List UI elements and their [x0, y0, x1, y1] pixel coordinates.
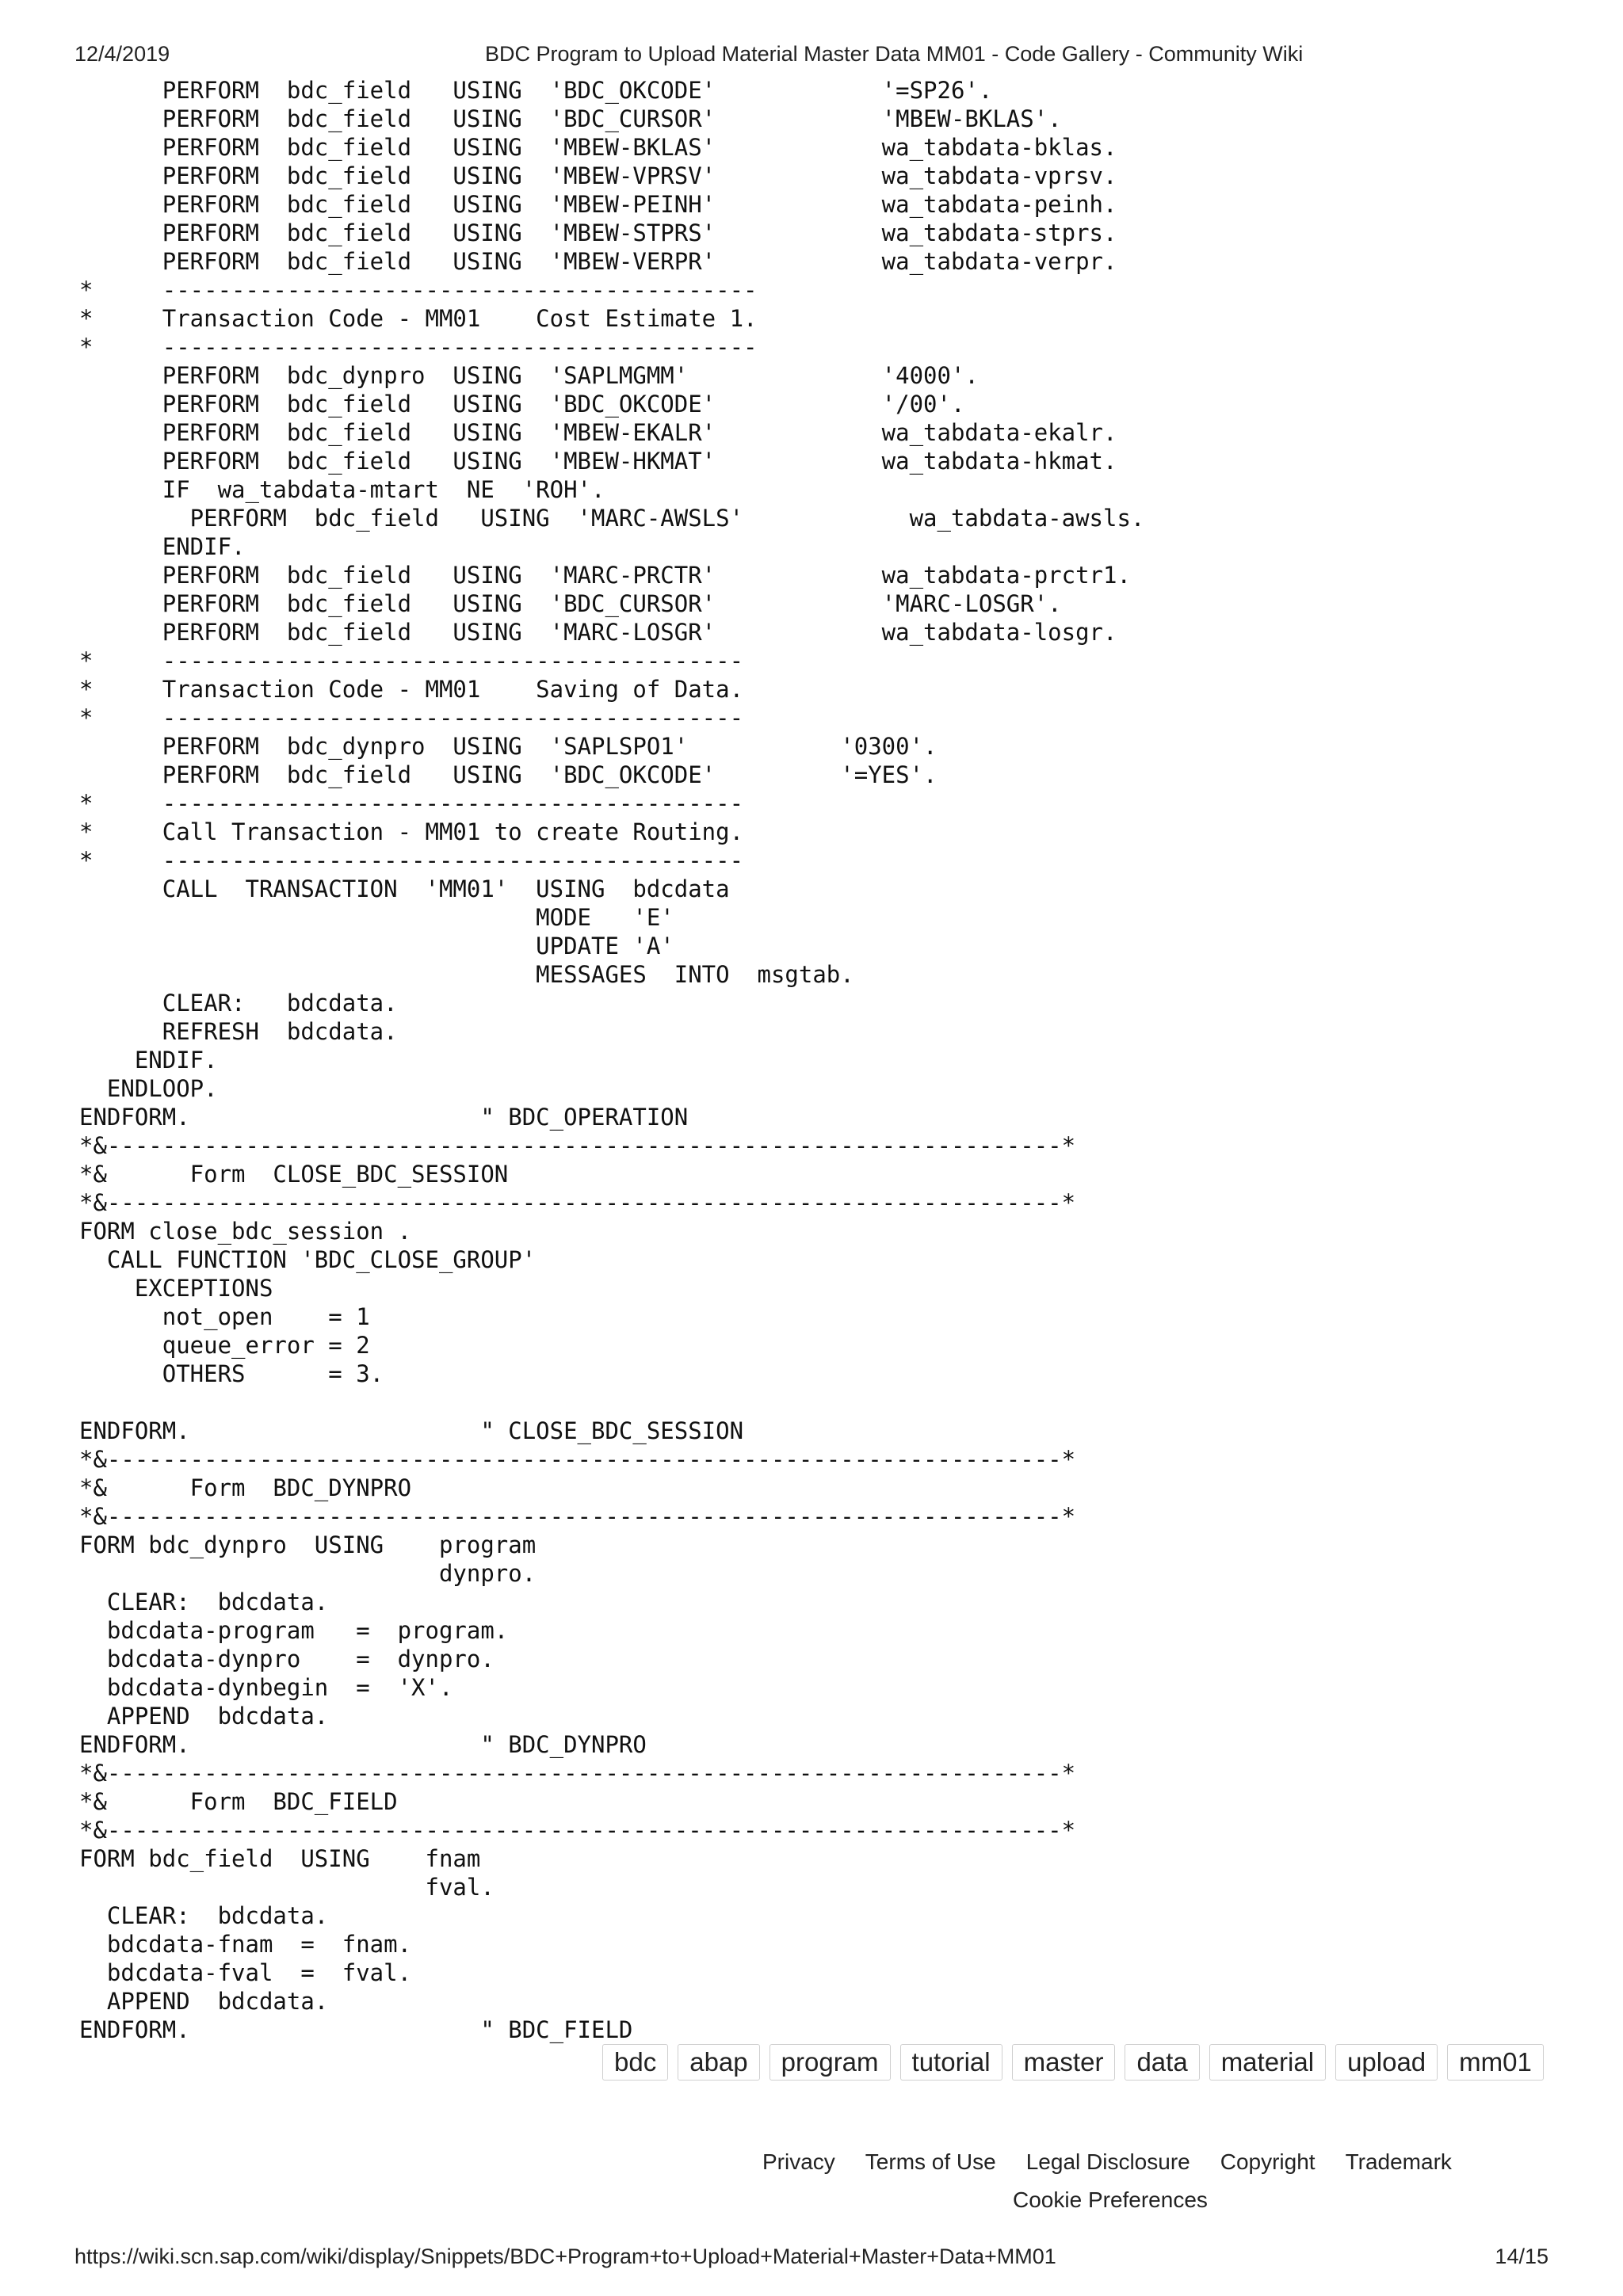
code-line: *&---------------------------------------------------------------------*: [79, 1189, 1076, 1216]
label-upload[interactable]: upload: [1335, 2044, 1438, 2081]
print-header: [74, 38, 1549, 70]
print-url: https://wiki.scn.sap.com/wiki/display/Snippets/BDC+Program+to+Upload+Material+Master+Data+MM01: [74, 2245, 1056, 2268]
footer-link-row: [762, 2146, 1476, 2178]
code-line: bdcdata-dynbegin = 'X'.: [79, 1674, 453, 1701]
code-line: PERFORM bdc_field USING 'MBEW-VPRSV' wa_tabdata-vprsv.: [79, 162, 1117, 189]
code-line: fval.: [79, 1874, 495, 1901]
code-line: *& Form CLOSE_BDC_SESSION: [79, 1161, 509, 1188]
code-line: ENDFORM. " CLOSE_BDC_SESSION: [79, 1417, 744, 1444]
code-line: * Transaction Code - MM01 Saving of Data.: [79, 676, 744, 703]
code-line: [79, 1388, 1144, 1417]
code-line: APPEND bdcdata.: [79, 1988, 329, 2015]
code-line: OTHERS = 3.: [79, 1360, 384, 1387]
code-line: queue_error = 2: [79, 1332, 370, 1359]
code-line: * ------------------------------------------: [79, 847, 744, 874]
print-page-title: BDC Program to Upload Material Master Data MM01 - Code Gallery - Community Wiki: [485, 42, 1304, 66]
footer-link-terms-of-use[interactable]: Terms of Use: [865, 2149, 996, 2174]
label-mm01[interactable]: mm01: [1447, 2044, 1544, 2081]
code-line: APPEND bdcdata.: [79, 1703, 329, 1730]
code-line: * ------------------------------------------: [79, 790, 744, 817]
code-line: PERFORM bdc_dynpro USING 'SAPLSPO1' '0300'.: [79, 733, 938, 760]
code-line: * ------------------------------------------: [79, 704, 744, 731]
label-bdc[interactable]: bdc: [602, 2044, 668, 2081]
code-line: CLEAR: bdcdata.: [79, 1589, 329, 1615]
code-line: EXCEPTIONS: [79, 1275, 273, 1302]
code-line: * Call Transaction - MM01 to create Routing.: [79, 818, 744, 845]
print-date: 12/4/2019: [74, 42, 170, 66]
code-line: ENDIF.: [79, 533, 246, 560]
code-line: IF wa_tabdata-mtart NE 'ROH'.: [79, 476, 605, 503]
footer-link-legal-disclosure[interactable]: Legal Disclosure: [1025, 2149, 1190, 2174]
code-line: ENDLOOP.: [79, 1075, 218, 1102]
code-line: *& Form BDC_FIELD: [79, 1788, 398, 1815]
code-line: CLEAR: bdcdata.: [79, 990, 398, 1016]
footer-link-privacy[interactable]: Privacy: [762, 2149, 835, 2174]
code-line: bdcdata-program = program.: [79, 1617, 509, 1644]
code-line: *&---------------------------------------------------------------------*: [79, 1503, 1076, 1530]
code-line: *&---------------------------------------------------------------------*: [79, 1760, 1076, 1787]
code-line: * ------------------------------------------: [79, 647, 744, 674]
code-line: bdcdata-dynpro = dynpro.: [79, 1646, 495, 1672]
code-line: FORM bdc_dynpro USING program: [79, 1531, 537, 1558]
code-line: ENDIF.: [79, 1047, 218, 1074]
code-line: * -------------------------------------------: [79, 334, 758, 360]
footer-link-copyright[interactable]: Copyright: [1220, 2149, 1316, 2174]
code-line: * -------------------------------------------: [79, 277, 758, 303]
code-line: MESSAGES INTO msgtab.: [79, 961, 854, 988]
code-block: [79, 76, 1144, 2044]
code-line: ENDFORM. " BDC_DYNPRO: [79, 1731, 647, 1758]
code-line: bdcdata-fnam = fnam.: [79, 1931, 412, 1958]
code-line: *& Form BDC_DYNPRO: [79, 1474, 412, 1501]
label-list: [602, 2044, 1544, 2081]
cookie-preferences-link[interactable]: Cookie Preferences: [1013, 2187, 1208, 2212]
code-line: UPDATE 'A': [79, 933, 674, 959]
code-line: PERFORM bdc_field USING 'MARC-AWSLS' wa_tabdata-awsls.: [79, 505, 1145, 532]
code-line: ENDFORM. " BDC_OPERATION: [79, 1104, 689, 1131]
label-program[interactable]: program: [769, 2044, 891, 2081]
code-line: PERFORM bdc_field USING 'MBEW-PEINH' wa_tabdata-peinh.: [79, 191, 1117, 218]
code-line: dynpro.: [79, 1560, 537, 1587]
footer-links: [762, 2146, 1476, 2212]
code-line: *&---------------------------------------------------------------------*: [79, 1132, 1076, 1159]
label-master[interactable]: master: [1012, 2044, 1116, 2081]
code-line: PERFORM bdc_field USING 'MBEW-BKLAS' wa_tabdata-bklas.: [79, 134, 1117, 161]
code-line: PERFORM bdc_dynpro USING 'SAPLMGMM' '4000'.: [79, 362, 979, 389]
code-line: bdcdata-fval = fval.: [79, 1959, 412, 1986]
code-line: PERFORM bdc_field USING 'MBEW-EKALR' wa_tabdata-ekalr.: [79, 419, 1117, 446]
code-line: FORM close_bdc_session .: [79, 1218, 412, 1245]
code-line: REFRESH bdcdata.: [79, 1018, 398, 1045]
page-number: 14/15: [1495, 2245, 1549, 2268]
code-line: ENDFORM. " BDC_FIELD: [79, 2016, 633, 2043]
code-line: PERFORM bdc_field USING 'BDC_OKCODE' '=YES'.: [79, 761, 938, 788]
code-line: *&---------------------------------------------------------------------*: [79, 1817, 1076, 1844]
code-line: PERFORM bdc_field USING 'MBEW-HKMAT' wa_tabdata-hkmat.: [79, 448, 1117, 475]
code-line: CALL FUNCTION 'BDC_CLOSE_GROUP': [79, 1246, 537, 1273]
code-line: PERFORM bdc_field USING 'BDC_OKCODE' '=SP26'.: [79, 77, 993, 104]
code-line: CLEAR: bdcdata.: [79, 1902, 329, 1929]
label-tutorial[interactable]: tutorial: [900, 2044, 1002, 2081]
print-footer: [74, 2241, 1549, 2272]
label-material[interactable]: material: [1209, 2044, 1326, 2081]
code-line: not_open = 1: [79, 1303, 370, 1330]
code-line: * Transaction Code - MM01 Cost Estimate 1.: [79, 305, 758, 332]
code-line: PERFORM bdc_field USING 'MBEW-VERPR' wa_tabdata-verpr.: [79, 248, 1117, 275]
label-abap[interactable]: abap: [678, 2044, 759, 2081]
code-line: MODE 'E': [79, 904, 674, 931]
code-line: PERFORM bdc_field USING 'BDC_CURSOR' 'MBEW-BKLAS'.: [79, 105, 1062, 132]
code-line: PERFORM bdc_field USING 'MBEW-STPRS' wa_tabdata-stprs.: [79, 219, 1117, 246]
code-line: *&---------------------------------------------------------------------*: [79, 1446, 1076, 1473]
code-line: FORM bdc_field USING fnam: [79, 1845, 481, 1872]
code-line: PERFORM bdc_field USING 'BDC_CURSOR' 'MARC-LOSGR'.: [79, 590, 1062, 617]
code-line: PERFORM bdc_field USING 'BDC_OKCODE' '/00'.: [79, 391, 965, 418]
code-line: PERFORM bdc_field USING 'MARC-LOSGR' wa_tabdata-losgr.: [79, 619, 1117, 646]
code-line: CALL TRANSACTION 'MM01' USING bdcdata: [79, 875, 730, 902]
code-line: PERFORM bdc_field USING 'MARC-PRCTR' wa_tabdata-prctr1.: [79, 562, 1131, 589]
label-data[interactable]: data: [1125, 2044, 1199, 2081]
footer-link-trademark[interactable]: Trademark: [1345, 2149, 1452, 2174]
